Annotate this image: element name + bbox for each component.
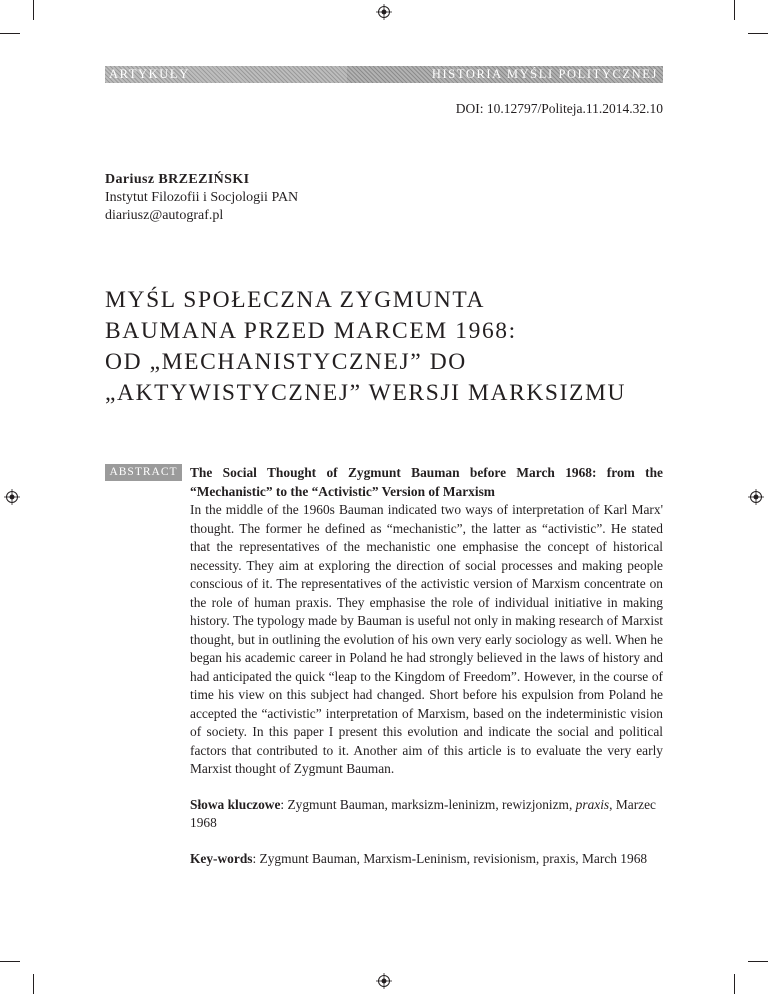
author-affiliation: Instytut Filozofii i Socjologii PAN: [105, 190, 299, 205]
title-line: „AKTYWISTYCZNEJ” WERSJI MARKSIZMU: [105, 380, 627, 406]
crop-mark: [0, 961, 20, 962]
abstract-heading: The Social Thought of Zygmunt Bauman before March 1968: from the “Mechanistic” to the “Activistic” Version of Marxism: [190, 465, 663, 499]
abstract-block: [190, 464, 663, 868]
title-line: BAUMANA PRZED MARCEM 1968:: [105, 318, 517, 344]
slowa-kluczowe: [190, 796, 663, 833]
registration-mark-icon: [4, 489, 20, 505]
crop-mark: [748, 961, 768, 962]
slowa-kluczowe-italic: praxis: [575, 796, 610, 812]
crop-mark: [734, 974, 735, 994]
keywords-label: Key-words: [190, 850, 253, 866]
crop-mark: [748, 33, 768, 34]
keywords: [190, 850, 663, 869]
doi-line: DOI: 10.12797/Politeja.11.2014.32.10: [455, 101, 663, 116]
keywords-text: : Zygmunt Bauman, Marxism-Leninism, revisionism, praxis, March 1968: [252, 850, 648, 866]
registration-mark-icon: [376, 973, 392, 989]
title-line: MYŚL SPOŁECZNA ZYGMUNTA: [105, 287, 486, 313]
title-line: OD „MECHANISTYCZNEJ” DO: [105, 349, 467, 375]
abstract-body: In the middle of the 1960s Bauman indicated two ways of interpretation of Karl Marx' thought. The former he defined as “mechanistic”, the latter as “activistic”. He stated that the representatives of the mechanistic one emphasise the concept of historical necessity. They aim at exploring the direction of social processes and making people conscious of it. The representatives of the activistic version of Marxism concentrate on the role of human praxis. They emphasise the role of individual initiative in making history. The typology made by Bauman is useful not only in making research of Marxist thought, but in outlining the evolution of his own very early sociology as well. When he began his academic career in Poland he had strongly believed in the laws of history and had anticipated the quick “leap to the Kingdom of Freedom”. However, in the course of time his view on this subject had changed. Short before his expulsion from Poland he accepted the “activistic” interpretation of Marxism, based on the indeterministic vision of society. In this paper I present this evolution and indicate the social and political factors that contributed to it. Another aim of this article is to evaluate the very early Marxist thought of Zygmunt Bauman.: [190, 502, 663, 776]
crop-mark: [33, 0, 34, 20]
slowa-kluczowe-text: : Zygmunt Bauman, marksizm-leninizm, rewizjonizm,: [280, 796, 576, 812]
section-band-right: HISTORIA MYŚLI POLITYCZNEJ: [347, 66, 663, 83]
slowa-kluczowe-tail: , Marzec 1968: [190, 796, 656, 830]
author-name: Dariusz BRZEZIŃSKI: [105, 172, 250, 187]
crop-mark: [33, 974, 34, 994]
section-band-left: ARTYKUŁY: [105, 66, 347, 83]
slowa-kluczowe-label: Słowa kluczowe: [190, 796, 281, 812]
author-email: diariusz@autograf.pl: [105, 208, 224, 223]
abstract-label: ABSTRACT: [105, 464, 182, 481]
article-title: [105, 285, 665, 409]
registration-mark-icon: [748, 489, 764, 505]
crop-mark: [0, 33, 20, 34]
registration-mark-icon: [376, 4, 392, 20]
author-block: [105, 171, 298, 225]
crop-mark: [734, 0, 735, 20]
